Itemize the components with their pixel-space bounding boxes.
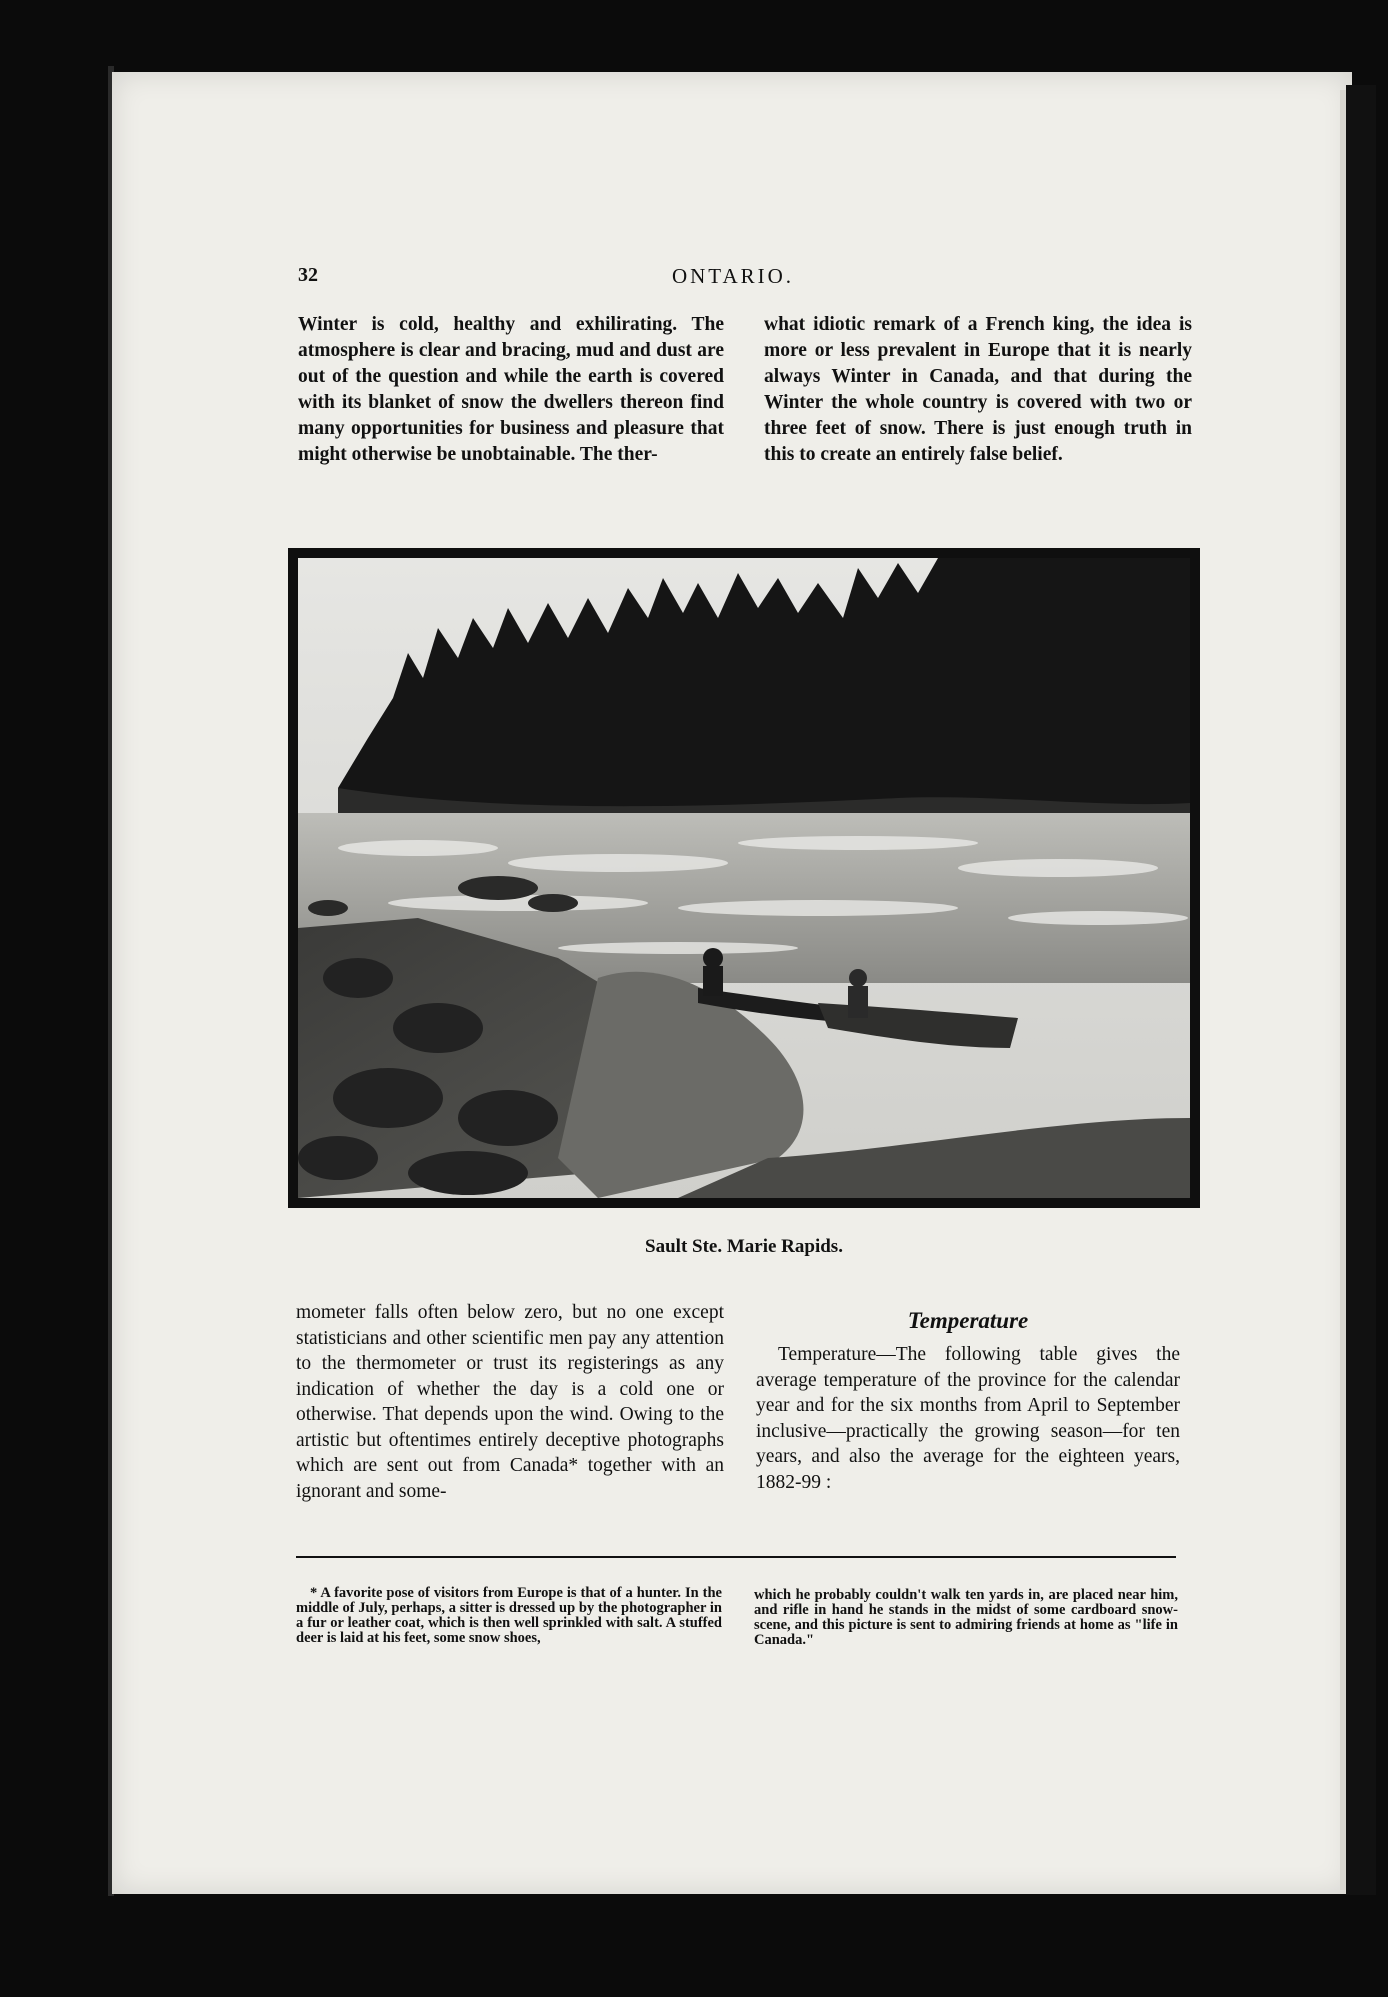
photo-caption: Sault Ste. Marie Rapids. — [645, 1236, 843, 1257]
footnote-left: * A favorite pose of visitors from Europe is that of a hunter. In the middle of July, perhaps, a sitter is dressed up by the photographer in a fur or leather coat, which is then well sprinkled with salt. A stuffed deer is laid at his feet, some snow shoes, — [296, 1585, 722, 1646]
page-number: 32 — [298, 264, 318, 286]
top-left-paragraph: Winter is cold, healthy and exhilirating. The atmosphere is clear and bracing, mud and dust are out of the question and while the earth is covered with its blanket of snow the dwellers thereon find many opportunities for business and pleasure that might otherwise be unobtainable. The ther- — [298, 314, 724, 465]
section-paragraph: Temperature—The following table gives the average temperature of the province for the calendar year and for the six months from April to September inclusive—practically the growing season—for ten years, and also the average for the eighteen years, 1882-99 : — [756, 1344, 1180, 1493]
running-title: ONTARIO. — [671, 264, 795, 288]
scan-right-border — [1346, 85, 1376, 1895]
bottom-left-paragraph: mometer falls often below zero, but no one except statisticians and other scientific men pay any attention to the thermometer or trust its registerings as any indication of whether the day is a cold one or otherwise. That depends upon the wind. Owing to the artistic but oftentimes entirely deceptive photographs which are sent out from Canada* together with an ignorant and some- — [296, 1302, 724, 1502]
section-heading: Temperature — [907, 1308, 1029, 1333]
footnote-right: which he probably couldn't walk ten yards in, are placed near him, and rifle in hand he stands in the midst of some cardboard snow-scene, and this picture is sent to admiring friends at home as "life in Canada." — [754, 1587, 1178, 1648]
running-head — [298, 264, 1168, 294]
footnote-rule — [296, 1556, 1176, 1558]
rapids-photograph — [298, 558, 1190, 1198]
photograph-frame — [288, 548, 1200, 1208]
top-right-paragraph: what idiotic remark of a French king, the idea is more or less prevalent in Europe that it is nearly always Winter in Canada, and that during the Winter the whole country is covered with two or three feet of snow. There is just enough truth in this to create an entirely false belief. — [764, 314, 1192, 465]
